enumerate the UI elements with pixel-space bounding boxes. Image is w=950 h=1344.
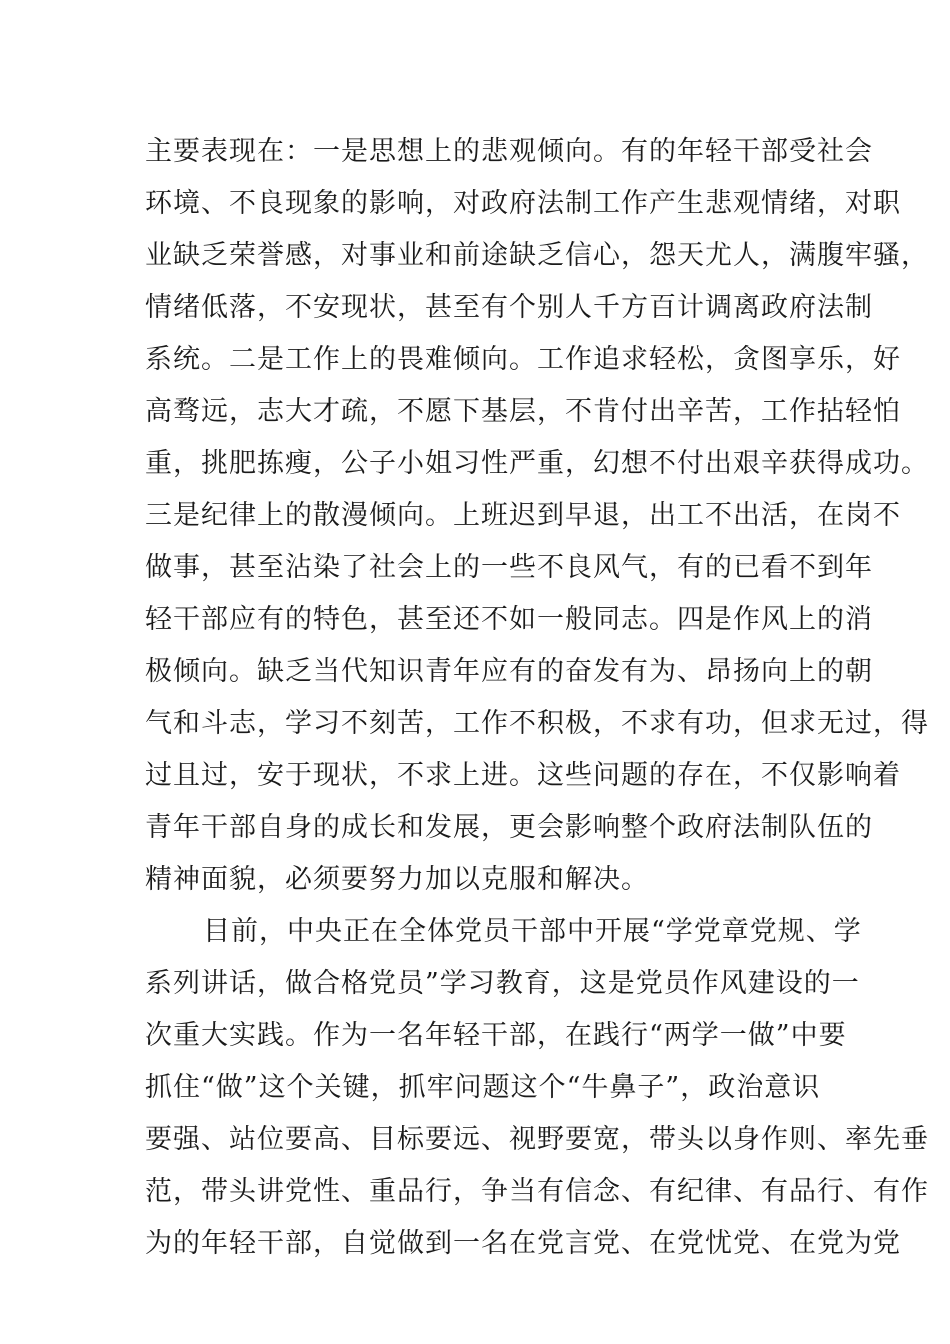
text-line: 系统。二是工作上的畏难倾向。工作追求轻松，贪图享乐，好	[145, 344, 901, 375]
text-line: 极倾向。缺乏当代知识青年应有的奋发有为、昂扬向上的朝	[145, 656, 873, 687]
text-line: 精神面貌，必须要努力加以克服和解决。	[145, 864, 649, 895]
paragraph-2	[145, 906, 929, 1270]
text-line: 三是纪律上的散漫倾向。上班迟到早退，出工不出活，在岗不	[145, 500, 901, 531]
text-line: 过且过，安于现状，不求上进。这些问题的存在，不仅影响着	[145, 760, 901, 791]
text-line: 高骛远，志大才疏，不愿下基层，不肯付出辛苦，工作拈轻怕	[145, 396, 901, 427]
text-line: 做事，甚至沾染了社会上的一些不良风气，有的已看不到年	[145, 552, 873, 583]
text-line: 抓住“做”这个关键，抓牢问题这个“牛鼻子”，政治意识	[145, 1072, 821, 1103]
text-line: 重，挑肥拣瘦，公子小姐习性严重，幻想不付出艰辛获得成功。	[145, 448, 929, 479]
text-line: 轻干部应有的特色，甚至还不如一般同志。四是作风上的消	[145, 604, 873, 635]
paragraph-1	[145, 126, 929, 906]
text-line: 环境、不良现象的影响，对政府法制工作产生悲观情绪，对职	[145, 188, 901, 219]
text-line: 主要表现在：一是思想上的悲观倾向。有的年轻干部受社会	[145, 136, 873, 167]
text-line: 范，带头讲党性、重品行，争当有信念、有纪律、有品行、有作	[145, 1176, 929, 1207]
text-line: 次重大实践。作为一名年轻干部，在践行“两学一做”中要	[145, 1020, 847, 1051]
body-text	[145, 126, 929, 1270]
text-line: 要强、站位要高、目标要远、视野要宽，带头以身作则、率先垂	[145, 1124, 929, 1155]
text-line: 目前，中央正在全体党员干部中开展“学党章党规、学	[203, 916, 862, 947]
text-line: 青年干部自身的成长和发展，更会影响整个政府法制队伍的	[145, 812, 873, 843]
text-line: 系列讲话，做合格党员”学习教育，这是党员作风建设的一	[145, 968, 860, 999]
text-line: 气和斗志，学习不刻苦，工作不积极，不求有功，但求无过，得	[145, 708, 929, 739]
text-line: 业缺乏荣誉感，对事业和前途缺乏信心，怨天尤人，满腹牢骚，	[145, 240, 929, 271]
text-line: 为的年轻干部，自觉做到一名在党言党、在党忧党、在党为党	[145, 1228, 901, 1259]
text-line: 情绪低落，不安现状，甚至有个别人千方百计调离政府法制	[145, 292, 873, 323]
